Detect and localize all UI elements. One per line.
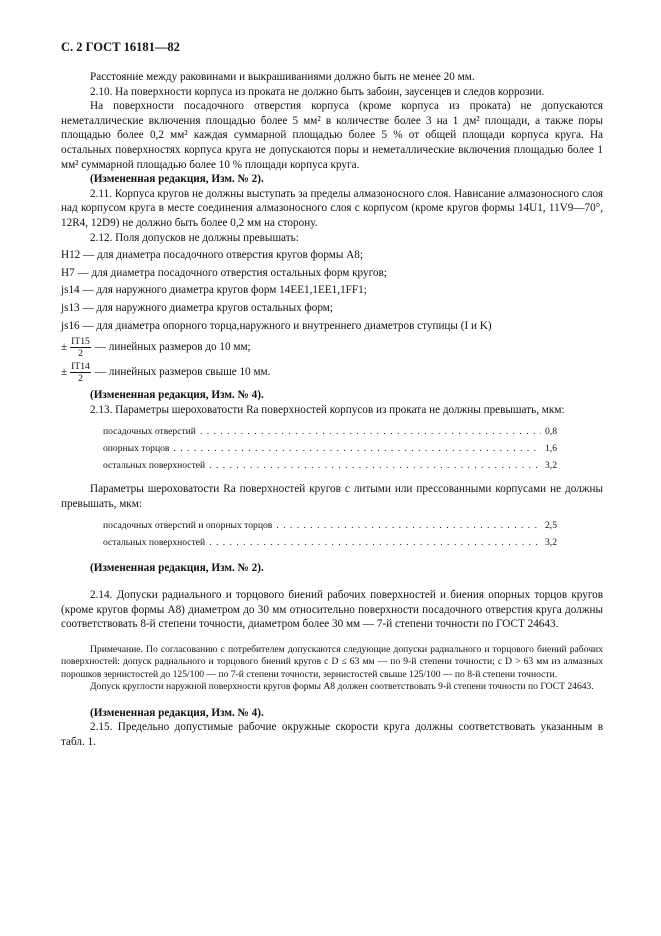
roughness-row: посадочных отверстий . . . 0,8 — [103, 423, 603, 440]
paragraph-2-12: 2.12. Поля допусков не должны превышать: — [90, 231, 299, 244]
paragraph-2-13-cast: Параметры шероховатости Ra поверхностей кругов с литыми или прессованными корпусами не должны превышать, мкм: — [61, 483, 603, 510]
roughness-row: остальных поверхностей . . . 3,2 — [103, 457, 603, 474]
edition-note: (Измененная редакция, Изм. № 2). — [90, 173, 264, 186]
fraction-line-it14: ± $\frac{IT14}{2}$ — линейных размеров свыше 10 мм. — [61, 361, 271, 385]
roughness-list-cast — [61, 517, 603, 551]
note-roundness: Допуск круглости наружной поверхности кругов формы А8 должен соответствовать 9-й степени точности по ГОСТ 24643. — [90, 681, 594, 693]
tolerance-item: H7 — для диаметра посадочного отверстия остальных форм кругов; — [61, 266, 387, 279]
fraction-line-it15: ± $\frac{IT15}{2}$ — линейных размеров до 10 мм; — [61, 336, 251, 360]
page-header: С. 2 ГОСТ 16181—82 — [61, 40, 180, 54]
roughness-list-rolled — [61, 423, 603, 474]
fraction-it14: $\frac{IT14}{2}$ — [71, 361, 90, 385]
roughness-row: остальных поверхностей . . . 3,2 — [103, 534, 603, 551]
tolerance-item: H12 — для диаметра посадочного отверстия кругов формы А8; — [61, 249, 363, 262]
paragraph-2-13: 2.13. Параметры шероховатости Ra поверхностей корпусов из проката не должны превышать, мкм: — [90, 403, 565, 416]
edition-note: (Измененная редакция, Изм. № 4). — [90, 706, 264, 719]
paragraph-2-10-inclusions: На поверхности посадочного отверстия корпуса (кроме корпуса из проката) не допускаются неметаллические включения площадью более 5 мм² в количестве более 3 на 1 дм² площади, а также поры площадью более 0,2 мм² каждая суммарной площадью более 5 % от общей площади корпуса круга. На остальных поверхностях корпуса круга не допускаются поры и неметаллические включения площадью более 1 мм² суммарной площадью более 10 % площади корпуса круга. — [61, 100, 603, 171]
paragraph-distance: Расстояние между раковинами и выкрашиваниями должно быть не менее 20 мм. — [90, 71, 475, 83]
paragraph-2-15: 2.15. Предельно допустимые рабочие окружные скорости круга должны соответствовать указанным в табл. 1. — [61, 721, 603, 749]
paragraph-2-14: 2.14. Допуски радиального и торцового биений рабочих поверхностей и биения опорных торцов кругов (кроме кругов формы А8) диаметром до 30 мм относительно поверхности посадочного отверстия круга должны соответствовать 8-й степени точности, диаметром более 30 мм — 7-й степени точности по ГОСТ 24643. — [61, 589, 603, 631]
paragraph-2-11: 2.11. Корпуса кругов не должны выступать за пределы алмазоносного слоя. Нависание алмазоносного слоя над корпусом круга в месте соединения алмазоносного слоя с корпусом (кроме кругов формы 14U1, 11V9—70°, 12R4, 12D9) не должно быть более 0,2 мм на сторону. — [61, 187, 603, 229]
roughness-row: посадочных отверстий и опорных торцов . . . 2,5 — [103, 517, 603, 534]
edition-note: (Измененная редакция, Изм. № 2). — [90, 562, 264, 575]
tolerance-list — [61, 248, 603, 333]
paragraph-2-10: 2.10. На поверхности корпуса из проката не должно быть забоин, заусенцев и следов коррозии. — [90, 85, 545, 98]
tolerance-item: js16 — для диаметра опорного торца,наружного и внутреннего диаметров ступицы (I и K) — [61, 319, 492, 332]
tolerance-item: js14 — для наружного диаметра кругов форм 14EE1,1EE1,1FF1; — [61, 284, 367, 297]
note: Примечание. По согласованию с потребителем допускаются следующие допуски радиального и торцового биений рабочих поверхностей: допуск радиального и торцового биений кругов с D ≤ 63 мм — по 9-й степени точности; с D > 63 мм из алмазных порошков зернистостей до 125/100 — по 7-й степени точности, зернистостей свыше 125/100 — по 8-й степени точности. — [61, 643, 603, 680]
tolerance-item: js13 — для наружного диаметра кругов остальных форм; — [61, 301, 333, 314]
edition-note: (Измененная редакция, Изм. № 4). — [90, 389, 264, 402]
roughness-row: опорных торцов . . . 1,6 — [103, 440, 603, 457]
fraction-it15: $\frac{IT15}{2}$ — [71, 336, 90, 360]
body-text — [61, 70, 603, 750]
